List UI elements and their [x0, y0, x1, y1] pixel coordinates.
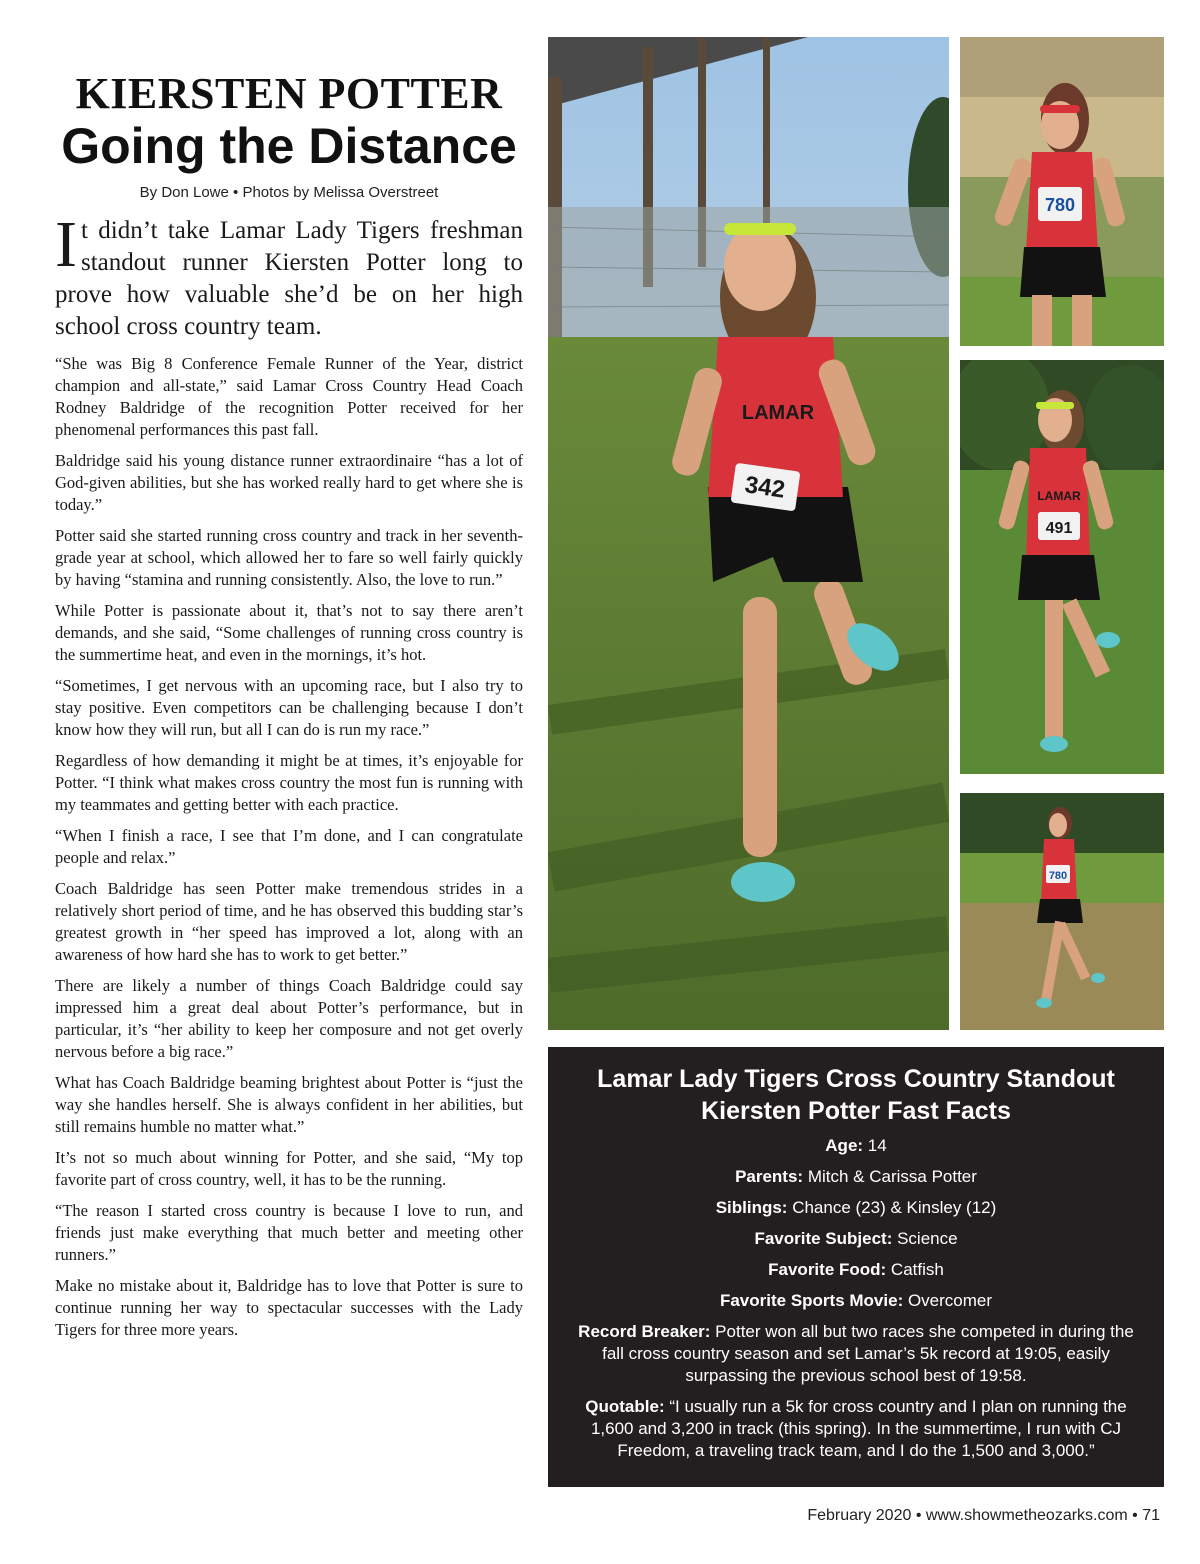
fact-label: Favorite Food:	[768, 1260, 887, 1279]
body-paragraph: Make no mistake about it, Baldridge has to love that Potter is sure to continue running her way to spectacular successes with the Lady Tigers for three more years.	[55, 1276, 523, 1339]
fact-value: 14	[863, 1136, 887, 1155]
runner-photo-top	[960, 37, 1164, 346]
drop-cap: I	[55, 208, 77, 281]
fact-value: Overcomer	[903, 1291, 993, 1310]
fast-facts-title	[568, 1063, 1144, 1127]
fact-label: Favorite Sports Movie:	[719, 1291, 904, 1310]
fact-parents	[566, 1166, 1146, 1188]
article-subtitle: Going the Distance	[61, 118, 517, 174]
main-bib-number: 342	[743, 471, 787, 504]
fact-label: Favorite Subject:	[754, 1229, 893, 1248]
body-paragraph: “Sometimes, I get nervous with an upcoming race, but I also try to stay positive. Even competitors can be challenging because I don’t know how they will run, but all I can do is run my race.”	[55, 676, 523, 739]
body-paragraph: What has Coach Baldridge beaming brightest about Potter is “just the way she handles herself. She is always confident in her abilities, but still remains humble no matter what.”	[55, 1073, 523, 1136]
body-paragraph: It’s not so much about winning for Potter, and she said, “My top favorite part of cross country, well, it has to be the running.	[55, 1148, 523, 1189]
runner-photo-bottom	[960, 793, 1164, 1030]
main-runner-photo	[548, 37, 949, 1030]
lead-text: t didn’t take Lamar Lady Tigers freshman standout runner Kiersten Potter long to prove how valuable she’d be on her high school cross country team.	[55, 217, 523, 340]
bottom-bib-number: 780	[1048, 870, 1068, 882]
lead-paragraph	[55, 208, 523, 343]
fact-favorite-subject	[566, 1228, 1146, 1250]
body-paragraph: Potter said she started running cross country and track in her seventh-grade year at school, which allowed her to fare so well fairly quickly by having “stamina and running consistently. Also, the love to run.”	[55, 526, 523, 589]
article-column	[55, 70, 523, 1350]
fast-facts-title-line2: Kiersten Potter Fast Facts	[701, 1097, 1011, 1125]
body-paragraph: “When I finish a race, I see that I’m done, and I can congratulate people and relax.”	[55, 826, 523, 867]
body-paragraph: Baldridge said his young distance runner extraordinaire “has a lot of God-given abilities, but she has worked really hard to get where she is today.”	[55, 451, 523, 514]
fact-label: Record Breaker:	[578, 1322, 711, 1341]
top-bib-number: 780	[1044, 195, 1076, 215]
fast-facts-box	[548, 1047, 1164, 1487]
middle-bib-number: 491	[1045, 520, 1073, 537]
fact-value: Potter won all but two races she competed in during the fall cross country season and set Lamar’s 5k record at 19:05, easily surpassing the previous school best of 19:58.	[602, 1322, 1134, 1385]
body-paragraph: There are likely a number of things Coach Baldridge could say impressed him a great deal about Potter’s performance, but in particular, it’s “her ability to keep her composure and not get overly nervous before a big race.”	[55, 976, 523, 1061]
fact-quotable	[566, 1396, 1146, 1462]
fact-label: Age:	[825, 1136, 864, 1155]
body-paragraph: Coach Baldridge has seen Potter make tremendous strides in a relatively short period of time, and he has observed this budding star’s greatest growth in “her speed has improved a lot, along with an awareness of how hard she has to work to get better.”	[55, 879, 523, 964]
fact-value: “I usually run a 5k for cross country and I plan on running the 1,600 and 3,200 in track (this spring). In the summertime, I run with CJ Freedom, a traveling track team, and I do the 1,500 and 3,000.”	[590, 1397, 1127, 1460]
byline: By Don Lowe • Photos by Melissa Overstreet	[139, 184, 439, 201]
middle-jersey-text: LAMAR	[1037, 489, 1081, 503]
fact-favorite-food	[566, 1259, 1146, 1281]
main-jersey-text: LAMAR	[741, 402, 815, 424]
fact-label: Siblings:	[715, 1198, 788, 1217]
article-title: KIERSTEN POTTER	[75, 69, 503, 118]
body-paragraph: Regardless of how demanding it might be at times, it’s enjoyable for Potter. “I think what makes cross country the most fun is running with my teammates and getting better with each practice.	[55, 751, 523, 814]
fact-value: Science	[892, 1229, 958, 1248]
body-paragraph: While Potter is passionate about it, that’s not to say there aren’t demands, and she said, “Some challenges of running cross country is the summertime heat, and even in the mornings, it’s hot.	[55, 601, 523, 664]
body-paragraph: “The reason I started cross country is because I love to run, and friends just make everything that much better and meeting other runners.”	[55, 1201, 523, 1264]
fact-record-breaker	[566, 1321, 1146, 1387]
fast-facts-title-line1: Lamar Lady Tigers Cross Country Standout	[597, 1065, 1115, 1093]
body-paragraph: “She was Big 8 Conference Female Runner of the Year, district champion and all-state,” said Lamar Cross Country Head Coach Rodney Baldridge of the recognition Potter received for her phenomenal performances this past fall.	[55, 354, 523, 439]
fact-value: Chance (23) & Kinsley (12)	[787, 1198, 997, 1217]
fact-value: Mitch & Carissa Potter	[803, 1167, 977, 1186]
fact-value: Catfish	[886, 1260, 944, 1279]
page-footer: February 2020 • www.showmetheozarks.com • 71	[807, 1507, 1160, 1524]
fact-label: Parents:	[735, 1167, 804, 1186]
fact-siblings	[566, 1197, 1146, 1219]
fact-label: Quotable:	[585, 1397, 665, 1416]
runner-photo-middle	[960, 360, 1164, 774]
fact-age	[566, 1135, 1146, 1157]
fact-favorite-movie	[566, 1290, 1146, 1312]
